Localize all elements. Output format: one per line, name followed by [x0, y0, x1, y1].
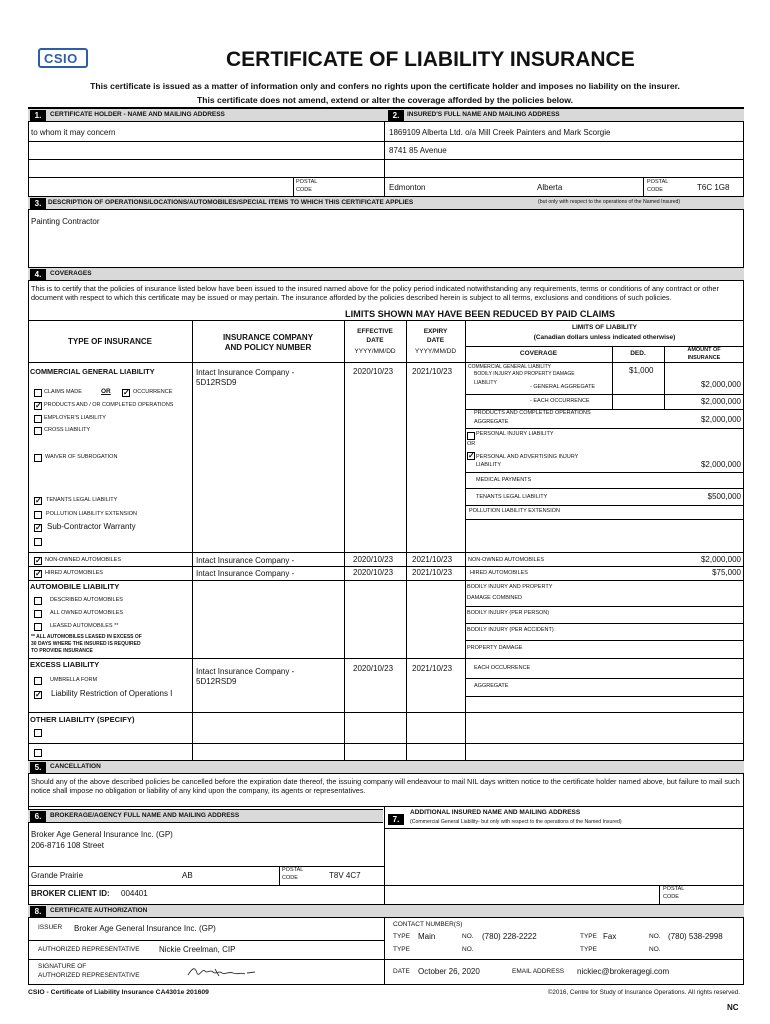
tenants-label: TENANTS LEGAL LIABILITY [46, 497, 118, 503]
cov-bipd-2: DAMAGE COMBINED [467, 595, 523, 601]
section-5-bar [28, 760, 744, 774]
cgl-effective: 2020/10/23 [353, 367, 394, 376]
occurrence-checkbox[interactable]: ✓ [123, 388, 130, 397]
other-checkbox-1[interactable] [34, 729, 42, 737]
contact-type-2: Fax [603, 932, 617, 941]
auto-expiry-2: 2021/10/23 [412, 568, 453, 577]
employers-checkbox[interactable] [34, 415, 42, 423]
claims-made-checkbox[interactable] [34, 389, 42, 397]
footer-copyright: ©2016, Centre for Study of Insurance Operations. All rights reserved. [547, 989, 740, 996]
section-3-number: 3. [30, 198, 46, 209]
section-8-number: 8. [30, 906, 46, 917]
cov-excess-each: EACH OCCURRENCE [474, 665, 531, 671]
described-label: DESCRIBED AUTOMOBILES [50, 597, 123, 603]
cgl-deductible: $1,000 [629, 366, 654, 375]
cov-products-2: AGGREGATE [474, 419, 509, 425]
broker-name: Broker Age General Insurance Inc. (GP) [31, 830, 173, 839]
waiver-label: WAIVER OF SUBROGATION [45, 454, 118, 460]
email-value: nickiec@brokeragegi.com [577, 967, 670, 976]
auto-note-1: ** ALL AUTOMOBILES LEASED IN EXCESS OF [31, 634, 142, 640]
header-limits-1: LIMITS OF LIABILITY [572, 324, 637, 331]
insured-address: 8741 85 Avenue [389, 146, 447, 155]
cancellation-text: Should any of the above described policies be cancelled before the expiration date thereof, the issuing company will endeavour to mail NIL days written notice to the certificate holder named above, but failure to mail such notice shall impose no obligation or liability of any kind upon the company, its agents or representatives. [31, 777, 740, 796]
coverages-text: This is to certify that the policies of insurance listed below have been issued to the insured named above for the policy period indicated notwithstanding any requirements, terms or conditions of any contract or other document with respect to which this certificate may be issued or may pertain. The insurance afforded by the policies described herein is subject to all terms, exclusions and conditions of such policies. [31, 284, 719, 303]
header-ded: DED. [630, 350, 646, 357]
contact-number-1: (780) 228-2222 [482, 932, 537, 941]
cov-medical: MEDICAL PAYMENTS [476, 477, 532, 483]
restriction-checkbox[interactable]: ✓ [35, 690, 42, 699]
contact-type-1: Main [418, 932, 436, 941]
personal-advertising-checkbox[interactable]: ✓ [468, 451, 475, 460]
no-label-1: NO. [462, 933, 474, 940]
rep-value: Nickie Creelman, CIP [159, 945, 236, 954]
cov-cgl-2: BODILY INJURY AND PROPERTY DAMAGE [474, 371, 575, 377]
section-3-heading: DESCRIPTION OF OPERATIONS/LOCATIONS/AUTOMOBILES/SPECIAL ITEMS TO WHICH THIS CERTIFICATE APPLIES [48, 199, 414, 206]
leased-label: LEASED AUTOMOBILES ** [50, 623, 119, 629]
claims-made-label: CLAIMS MADE [44, 389, 82, 395]
cov-personal-advertising-1: PERSONAL AND ADVERTISING INJURY [476, 454, 579, 460]
cov-non-owned: NON-OWNED AUTOMOBILES [468, 557, 544, 563]
no-label-2: NO. [649, 933, 661, 940]
holder-postal-label: POSTAL [296, 179, 318, 185]
disclaimer-line-2: This certificate does not amend, extend or alter the coverage afforded by the policies below. [197, 95, 573, 105]
described-checkbox[interactable] [34, 597, 42, 605]
section-7-note: (Commercial General Liability- but only with respect to the operations of the Named Insured) [410, 819, 622, 825]
all-owned-checkbox[interactable] [34, 610, 42, 618]
section-5-heading: CANCELLATION [50, 763, 101, 770]
excess-heading: EXCESS LIABILITY [30, 660, 100, 669]
amt-products: $2,000,000 [700, 415, 741, 424]
cgl-heading: COMMERCIAL GENERAL LIABILITY [30, 367, 155, 376]
header-type: TYPE OF INSURANCE [67, 337, 152, 346]
hired-checkbox[interactable]: ✓ [35, 569, 42, 578]
other-checkbox-2[interactable] [34, 749, 42, 757]
type-label-3: TYPE [393, 946, 410, 953]
broker-city: Grande Prairie [31, 871, 84, 880]
holder-postal-label-2: CODE [296, 187, 312, 193]
section-2-number: 2. [388, 110, 404, 121]
broker-postal-label: POSTAL [282, 867, 304, 873]
broker-province: AB [182, 871, 193, 880]
cov-products-1: PRODUCTS AND COMPLETED OPERATIONS [474, 410, 591, 416]
restriction-label: Liability Restriction of Operations I [51, 689, 173, 698]
subcontractor-label: Sub-Contractor Warranty [47, 522, 136, 531]
personal-injury-checkbox[interactable] [467, 432, 475, 440]
cgl-blank-checkbox[interactable] [34, 538, 42, 546]
section-7-number: 7. [388, 814, 404, 825]
header-company-2: AND POLICY NUMBER [224, 343, 312, 352]
hired-label: HIRED AUTOMOBILES [45, 570, 103, 576]
or-label: OR [101, 388, 111, 395]
broker-postal: T8V 4C7 [329, 871, 361, 880]
rep-label: AUTHORIZED REPRESENTATIVE [38, 946, 140, 953]
excess-expiry: 2021/10/23 [412, 664, 453, 673]
form-frame [28, 107, 744, 985]
header-expiry-3: YYYY/MM/DD [414, 348, 457, 355]
description-text: Painting Contractor [31, 217, 100, 226]
header-effective-2: DATE [366, 337, 384, 344]
pollution-checkbox[interactable] [34, 511, 42, 519]
insured-name: 1869109 Alberta Ltd. o/a Mill Creek Painters and Mark Scorgie [389, 128, 611, 137]
cov-each-occurrence: - EACH OCCURRENCE [530, 398, 590, 404]
cov-general-aggregate: - GENERAL AGGREGATE [530, 384, 596, 390]
section-3-note: (but only with respect to the operations of the Named Insured) [538, 199, 681, 205]
header-amount-2: INSURANCE [687, 355, 721, 361]
cov-cgl-3: LIABILITY [474, 380, 497, 386]
products-checkbox[interactable]: ✓ [35, 401, 42, 410]
section-7-heading: ADDITIONAL INSURED NAME AND MAILING ADDRESS [410, 809, 581, 816]
subcontractor-checkbox[interactable]: ✓ [35, 523, 42, 532]
cov-tenants: TENANTS LEGAL LIABILITY [476, 494, 548, 500]
employers-label: EMPLOYER'S LIABILITY [44, 415, 106, 421]
insured-province: Alberta [537, 183, 563, 192]
header-expiry-1: EXPIRY [423, 328, 448, 335]
signature-label-2: AUTHORIZED REPRESENTATIVE [38, 972, 140, 979]
amt-general-aggregate: $2,000,000 [700, 380, 741, 389]
section-4-bar [28, 267, 744, 281]
cgl-company: Intact Insurance Company - [196, 368, 295, 377]
insured-postal-label-2: CODE [647, 187, 663, 193]
header-coverage: COVERAGE [519, 350, 558, 357]
auto-expiry-1: 2021/10/23 [412, 555, 453, 564]
broker-address: 206-8716 108 Street [31, 841, 104, 850]
amt-hired: $75,000 [712, 568, 741, 577]
header-effective-3: YYYY/MM/DD [354, 348, 396, 355]
cov-bi-person: BODILY INJURY (PER PERSON) [467, 610, 550, 616]
issuer-label: ISSUER [38, 924, 63, 931]
cgl-policy: 5D12RSD9 [196, 378, 237, 387]
cov-personal-advertising-2: LIABILITY [476, 462, 502, 468]
section-6-heading: BROKERAGE/AGENCY FULL NAME AND MAILING ADDRESS [50, 812, 240, 819]
section-5-number: 5. [30, 762, 46, 773]
cross-label: CROSS LIABILITY [44, 427, 91, 433]
occurrence-label: OCCURRENCE [133, 389, 173, 395]
header-effective-1: EFFECTIVE [357, 328, 393, 335]
auto-company-1: Intact Insurance Company - [196, 556, 295, 565]
auto-company-2: Intact Insurance Company - [196, 569, 295, 578]
broker-client-id: 004401 [121, 889, 148, 898]
umbrella-checkbox[interactable] [34, 677, 42, 685]
logo-text: CSIO [44, 51, 78, 66]
broker-client-id-label: BROKER CLIENT ID: [31, 889, 110, 898]
signature-label-1: SIGNATURE OF [38, 963, 87, 970]
non-owned-checkbox[interactable]: ✓ [35, 556, 42, 565]
auto-effective-2: 2020/10/23 [353, 568, 394, 577]
amt-non-owned: $2,000,000 [700, 555, 741, 564]
cov-or: OR [467, 441, 476, 447]
email-label: EMAIL ADDRESS [512, 968, 565, 975]
no-label-3: NO. [462, 946, 474, 953]
section-8-heading: CERTIFICATE AUTHORIZATION [50, 907, 148, 914]
amt-personal-advertising: $2,000,000 [700, 460, 741, 469]
cov-bi-accident: BODILY INJURY (PER ACCIDENT) [467, 627, 554, 633]
date-label: DATE [393, 968, 410, 975]
leased-checkbox[interactable] [34, 623, 42, 631]
page-title: CERTIFICATE OF LIABILITY INSURANCE [226, 48, 635, 71]
additional-postal-label-2: CODE [663, 894, 679, 900]
footer-form-id: CSIO - Certificate of Liability Insurance CA4301e 201609 [28, 989, 209, 996]
type-label-4: TYPE [580, 946, 597, 953]
cross-checkbox[interactable] [34, 427, 42, 435]
header-company-1: INSURANCE COMPANY [222, 333, 314, 342]
excess-company: Intact Insurance Company - [196, 667, 295, 676]
cov-cgl-1: COMMERCIAL GENERAL LIABILITY [468, 364, 551, 370]
holder-name: to whom it may concern [31, 128, 116, 137]
other-heading: OTHER LIABILITY (SPECIFY) [30, 715, 135, 724]
broker-postal-label-2: CODE [282, 875, 298, 881]
section-1-heading: CERTIFICATE HOLDER - NAME AND MAILING ADDRESS [50, 111, 225, 118]
auto-note-3: TO PROVIDE INSURANCE [31, 648, 93, 654]
waiver-checkbox[interactable] [34, 454, 42, 462]
tenants-checkbox[interactable]: ✓ [35, 496, 42, 505]
auto-effective-1: 2020/10/23 [353, 555, 394, 564]
cgl-expiry: 2021/10/23 [412, 367, 453, 376]
all-owned-label: ALL OWNED AUTOMOBILES [50, 610, 124, 616]
auto-heading: AUTOMOBILE LIABILITY [30, 582, 120, 591]
header-limits-2: (Canadian dollars unless indicated otherwise) [533, 334, 676, 341]
amt-tenants: $500,000 [707, 492, 741, 501]
non-owned-label: NON-OWNED AUTOMOBILES [45, 557, 121, 563]
section-6-number: 6. [30, 811, 46, 822]
limits-banner: LIMITS SHOWN MAY HAVE BEEN REDUCED BY PAID CLAIMS [345, 309, 616, 319]
header-amount-1: AMOUNT OF [687, 347, 721, 353]
insured-city: Edmonton [389, 183, 426, 192]
issuer-value: Broker Age General Insurance Inc. (GP) [74, 924, 216, 933]
cov-pollution: POLLUTION LIABILITY EXTENSION [469, 508, 560, 514]
contact-number-2: (780) 538-2998 [668, 932, 723, 941]
cov-pd: PROPERTY DAMAGE [467, 645, 523, 651]
type-label-1: TYPE [393, 933, 410, 940]
section-2-heading: INSURED'S FULL NAME AND MAILING ADDRESS [407, 111, 560, 118]
signature-image [185, 963, 265, 981]
products-label: PRODUCTS AND / OR COMPLETED OPERATIONS [44, 402, 174, 408]
type-label-2: TYPE [580, 933, 597, 940]
umbrella-label: UMBRELLA FORM [50, 677, 98, 683]
section-4-heading: COVERAGES [50, 270, 92, 277]
no-label-4: NO. [649, 946, 661, 953]
cov-personal-injury: PERSONAL INJURY LIABILITY [476, 431, 554, 437]
disclaimer-line-1: This certificate is issued as a matter of information only and confers no rights upon the certificate holder and imposes no liability on the insurer. [90, 81, 680, 91]
auto-note-2: 30 DAYS WHERE THE INSURED IS REQUIRED [31, 641, 141, 647]
section-1-number: 1. [30, 110, 46, 121]
cov-excess-aggregate: AGGREGATE [474, 683, 509, 689]
footer-code: NC [727, 1003, 739, 1012]
amt-each-occurrence: $2,000,000 [700, 397, 741, 406]
contact-label: CONTACT NUMBER(S) [393, 921, 463, 928]
additional-postal-label: POSTAL [663, 886, 685, 892]
pollution-label: POLLUTION LIABILITY EXTENSION [46, 511, 137, 517]
cov-bipd-1: BODILY INJURY AND PROPERTY [467, 584, 553, 590]
date-value: October 26, 2020 [418, 967, 480, 976]
excess-policy: 5D12RSD9 [196, 677, 237, 686]
insured-postal-label: POSTAL [647, 179, 669, 185]
cov-hired: HIRED AUTOMOBILES [470, 570, 528, 576]
excess-effective: 2020/10/23 [353, 664, 394, 673]
section-4-number: 4. [30, 269, 46, 280]
header-expiry-2: DATE [426, 337, 445, 344]
insured-postal: T6C 1G8 [697, 183, 730, 192]
